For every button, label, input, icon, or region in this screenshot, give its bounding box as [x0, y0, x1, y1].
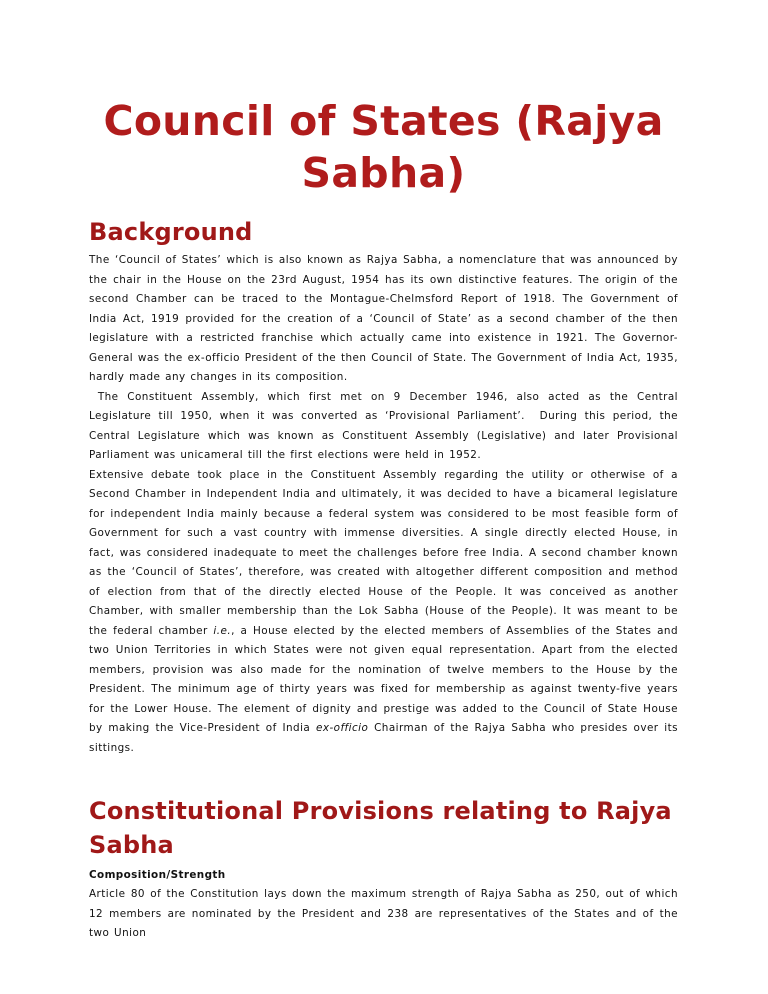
- composition-subheading: Composition/Strength: [89, 869, 226, 881]
- background-paragraph-3: [89, 466, 678, 759]
- background-heading: Background: [89, 218, 253, 246]
- italic-ie: i.e.: [213, 624, 232, 637]
- page-title: Council of States (Rajya Sabha): [103, 97, 664, 197]
- document-content: [89, 95, 683, 944]
- paragraph-text: , a House elected by the elected members of Assemblies of the States and two Union Territories in which States were not given equal representation. Apart from the elected members, provision was also made for the nomination of twelve members to the House by the President. The minimum age of thirty years was fixed for membership as against twenty-five years for the Lower House. The element of dignity and prestige was added to the Council of State House by making the Vice-President of India: [89, 624, 678, 734]
- background-paragraph-2: The Constituent Assembly, which first met on 9 December 1946, also acted as the Central Legislature till 1950, when it was converted as ‘Provisional Parliament’. During this period, the Central Legislature which was known as Constituent Assembly (Legislative) and later Provisional Parliament was unicameral till the first elections were held in 1952.: [89, 390, 683, 461]
- composition-paragraph: Article 80 of the Constitution lays down the maximum strength of Rajya Sabha as 250, out of which 12 members are nominated by the President and 238 are representatives of the States and of the two Union: [89, 888, 678, 939]
- constitutional-provisions-heading: Constitutional Provisions relating to Rajya Sabha: [89, 797, 672, 859]
- italic-ex-officio: ex-officio: [316, 722, 369, 734]
- background-paragraph-1: The ‘Council of States’ which is also known as Rajya Sabha, a nomenclature that was announced by the chair in the House on the 23rd August, 1954 has its own distinctive features. The origin of the second Chamber can be traced to the Montague-Chelmsford Report of 1918. The Government of India Act, 1919 provided for the creation of a ‘Council of State’ as a second chamber of the then legislature with a restricted franchise which actually came into existence in 1921. The Governor-General was the ex-officio President of the then Council of State. The Government of India Act, 1935, hardly made any changes in its composition.: [89, 254, 678, 383]
- paragraph-text: Extensive debate took place in the Constituent Assembly regarding the utility or otherwise of a Second Chamber in Independent India and ultimately, it was decided to have a bicameral legislature for independent India mainly because a federal system was considered to be most feasible form of Government for such a vast country with immense diversities. A single directly elected House, in fact, was considered inadequate to meet the challenges before free India. A second chamber known as the ‘Council of States’, therefore, was created with altogether different composition and method of election from that of the directly elected House of the People. It was conceived as another Chamber, with smaller membership than the Lok Sabha (House of the People). It was meant to be the federal chamber: [89, 468, 678, 637]
- paragraph-text: Chairman of the Rajya Sabha who presides over its sittings.: [89, 722, 678, 754]
